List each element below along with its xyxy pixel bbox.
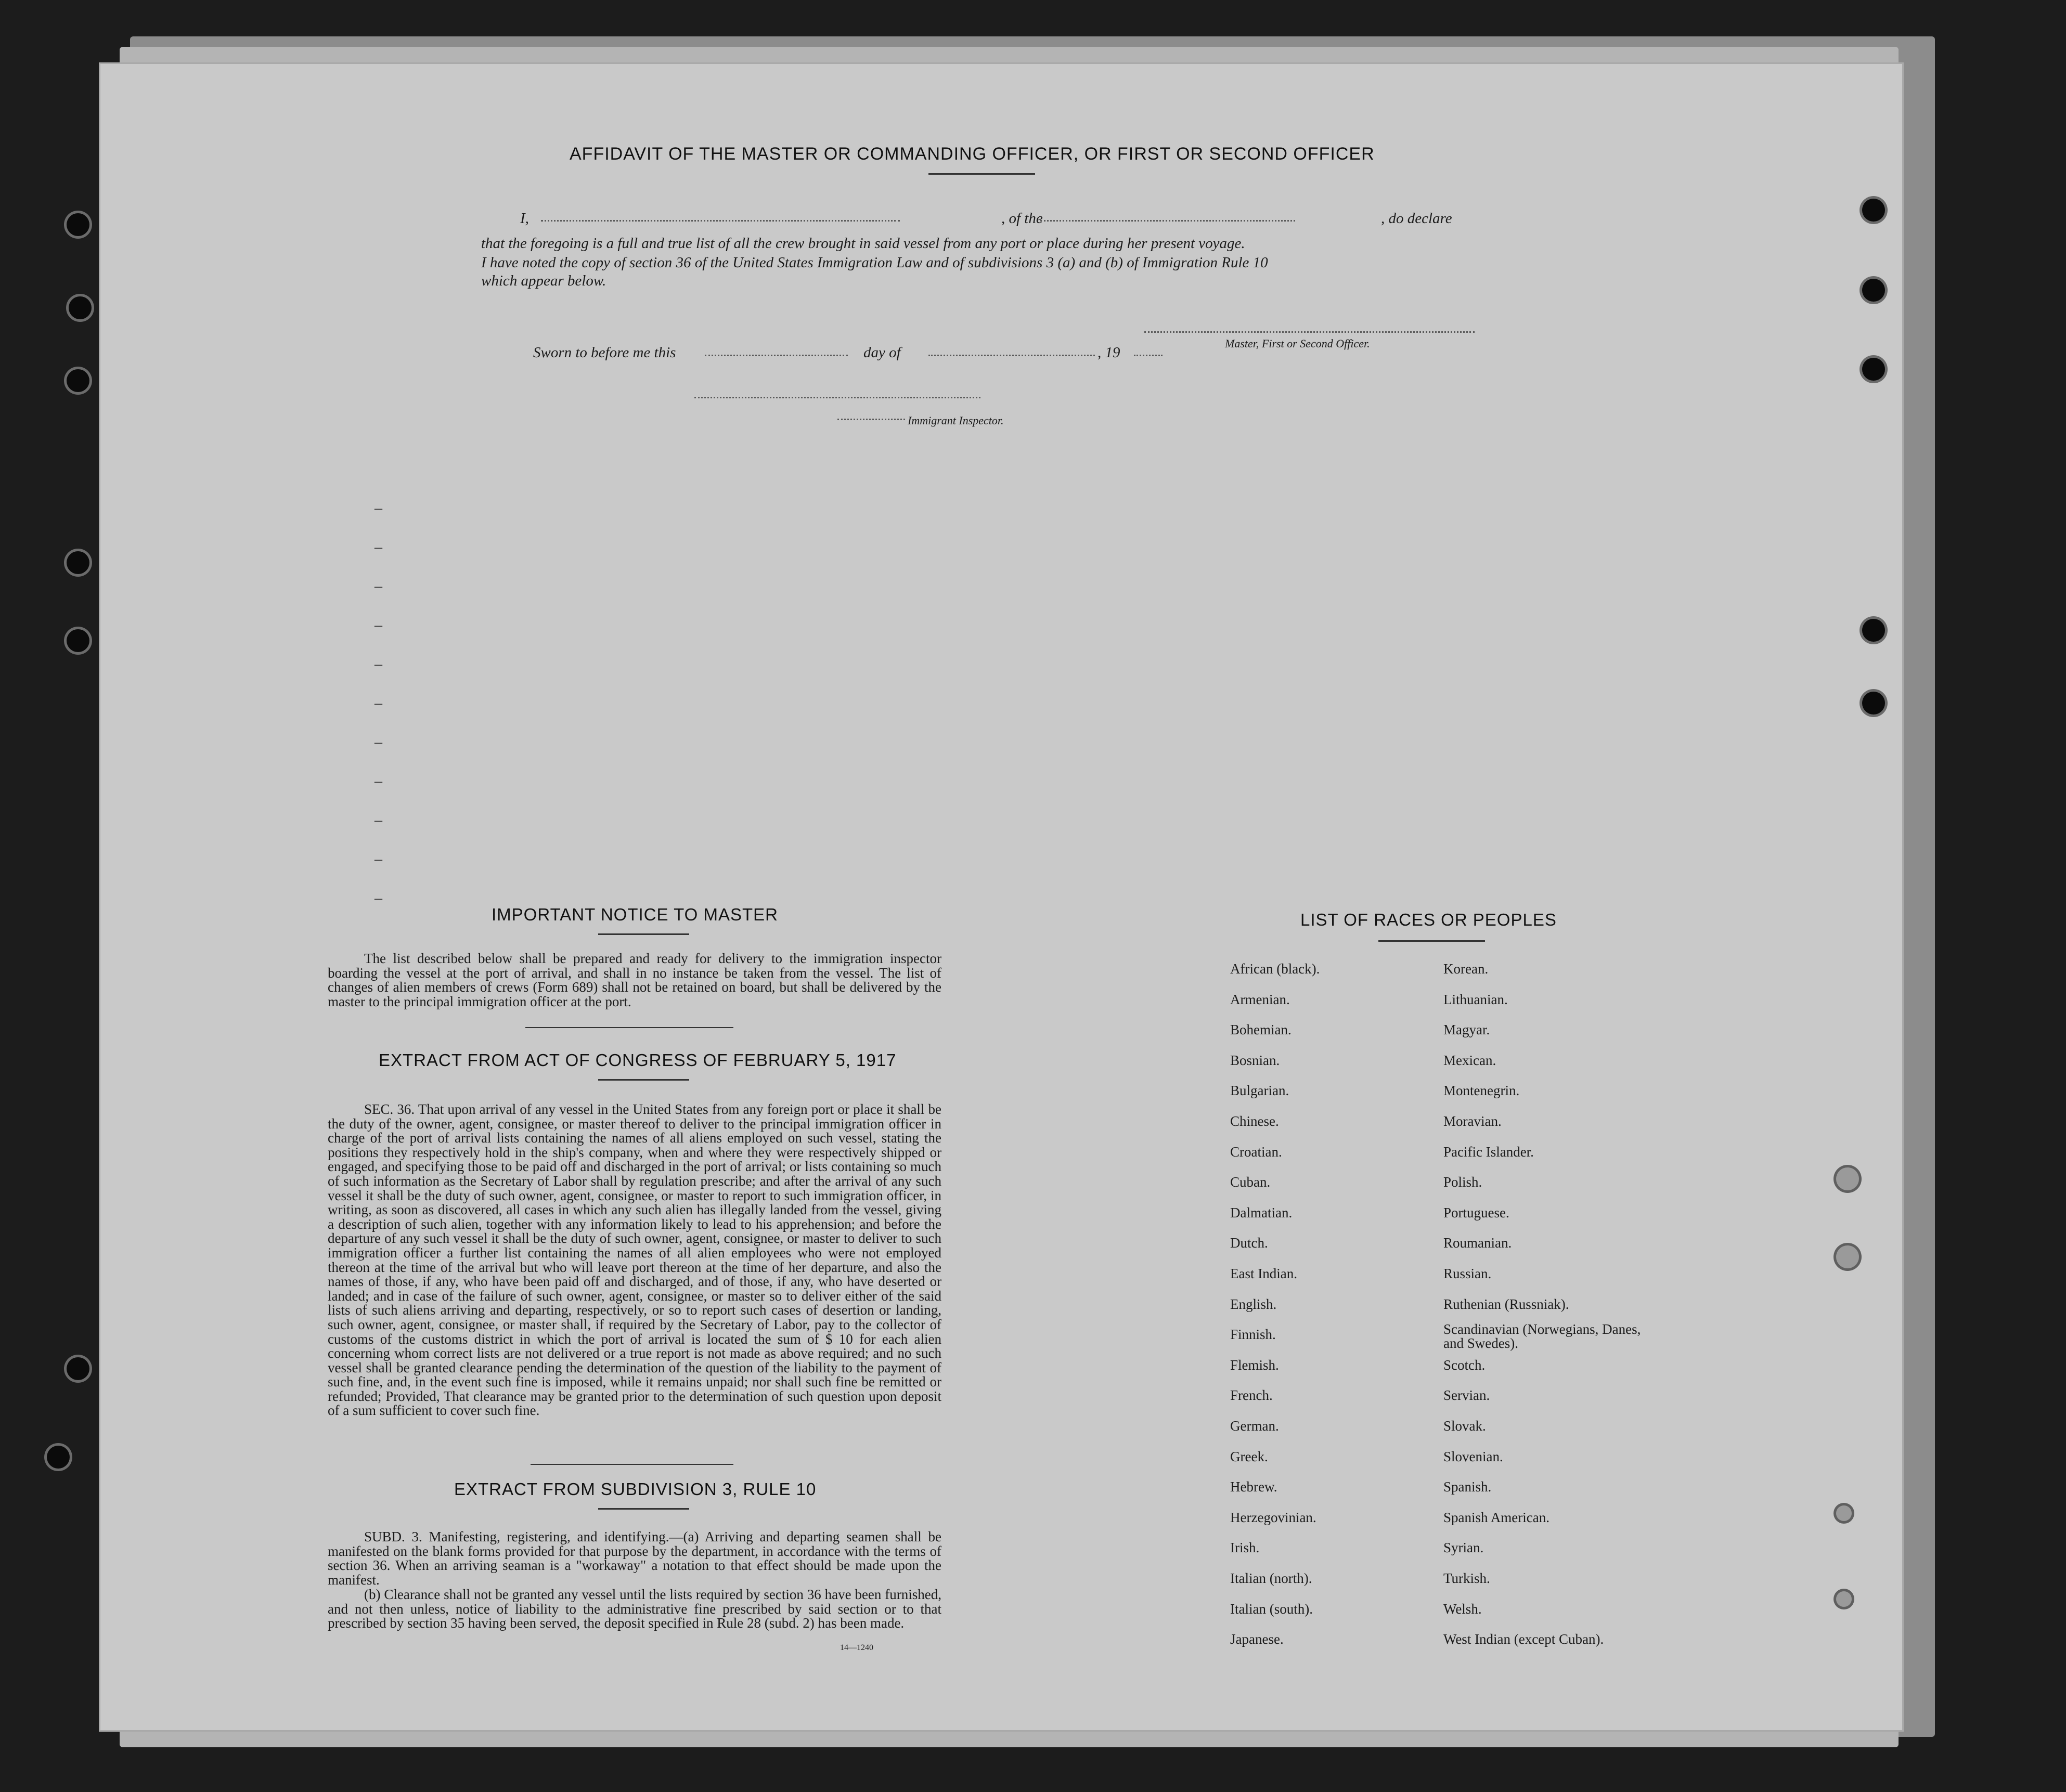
race-item: Italian (north).	[1230, 1570, 1312, 1586]
year-label: , 19	[1097, 344, 1120, 361]
margin-dash: –	[375, 850, 382, 867]
race-item: German.	[1230, 1418, 1279, 1434]
race-item: Mexican.	[1443, 1053, 1496, 1068]
race-item: Lithuanian.	[1443, 992, 1508, 1007]
race-item: Turkish.	[1443, 1570, 1490, 1586]
punch-hole	[67, 1357, 89, 1380]
sworn-month-blank[interactable]	[928, 355, 1095, 356]
punch-hole	[1836, 1245, 1859, 1268]
race-item: Irish.	[1230, 1540, 1260, 1555]
divider	[531, 1464, 733, 1465]
day-of-label: day of	[863, 344, 901, 361]
vessel-blank[interactable]	[1040, 220, 1295, 222]
race-item: Japanese.	[1230, 1631, 1284, 1647]
race-item: English.	[1230, 1296, 1277, 1312]
race-item: African (black).	[1230, 961, 1320, 977]
race-item: Korean.	[1443, 961, 1489, 977]
race-item: West Indian (except Cuban).	[1443, 1631, 1604, 1647]
sworn-day-blank[interactable]	[705, 355, 848, 356]
affidavit-title: AFFIDAVIT OF THE MASTER OR COMMANDING OFFICER, OR FIRST OR SECOND OFFICER	[570, 144, 1375, 164]
race-item: Spanish.	[1443, 1479, 1492, 1495]
race-item: Dutch.	[1230, 1235, 1268, 1251]
race-item: Montenegrin.	[1443, 1083, 1520, 1098]
punch-hole	[1862, 199, 1885, 222]
race-item: Slovak.	[1443, 1418, 1486, 1434]
margin-dash: –	[375, 811, 382, 828]
form-number: 14—1240	[840, 1643, 873, 1652]
race-item: Flemish.	[1230, 1357, 1279, 1373]
inspector-dotted-lead	[837, 419, 905, 420]
affidavit-of-the-label: , of the	[1001, 210, 1043, 227]
master-signature-blank[interactable]	[1144, 331, 1475, 333]
divider	[928, 173, 1035, 175]
affidavit-i-label: I,	[520, 210, 529, 227]
extract-act-body: SEC. 36. That upon arrival of any vessel in the United States from any foreign port or place it shall be the duty of the owner, agent, consignee, or master thereof to deliver to the principal immigration officer in charge of the port of arrival lists containing the names of all aliens employed on such vessel, stating the positions they respectively hold in the ship's company, when and where they were respectively shipped or engaged, and specifying those to be paid off and discharged in the port of arrival; or lists containing so much of such information as the Secretary of Labor shall by regulation prescribe; and after the arrival of any such vessel it shall be the duty of such owner, agent, consignee, or master to report to such immigration officer, in writing, as soon as discovered, all cases in which any such alien has illegally landed from the vessel, giving a description of such alien, together with any information likely to lead to his apprehension; and before the departure of any such vessel it shall be the duty of such owner, agent, consignee, or master to deliver to such immigration officer a further list containing the names of all alien employees who were not employed thereon at the time of the arrival but who will leave port thereon at the time of her departure, and also the names of those, if any, who have been paid off and discharged, and of those, if any, who have deserted or landed; and in case of the failure of such owner, agent, consignee, or master so to deliver either of the said lists of such aliens arriving and departing, respectively, or so to report such cases of desertion or landing, such owner, agent, consignee, or master shall, if required by the Secretary of Labor, pay to the collector of customs of the customs district in which the port of arrival is located the sum of $ 10 for each alien concerning whom correct lists are not delivered or a true report is not made as above required; and no such vessel shall be granted clearance pending the determination of the question of the liability to the payment of such fine, and, in the event such fine is imposed, while it remains unpaid; nor shall such fine be remitted or refunded; Provided, That clearance may be granted prior to the determination of such question upon deposit of a sum sufficient to cover such fine.	[328, 1101, 941, 1419]
punch-hole	[47, 1446, 70, 1469]
margin-dash: –	[375, 772, 382, 789]
punch-hole	[1862, 358, 1885, 381]
affidavit-line-3: I have noted the copy of section 36 of the United States Immigration Law and of subdivisions 3 (a) and (b) of Immigration Rule 10	[481, 254, 1268, 271]
divider	[1378, 940, 1485, 942]
divider	[598, 1079, 689, 1081]
margin-dash: –	[375, 655, 382, 672]
race-item: East Indian.	[1230, 1266, 1297, 1281]
races-title: LIST OF RACES OR PEOPLES	[1300, 910, 1557, 929]
inspector-caption: Immigrant Inspector.	[908, 414, 1004, 427]
punch-hole	[67, 369, 89, 392]
margin-dash: –	[375, 616, 382, 633]
document-page	[99, 62, 1904, 1732]
race-item: Ruthenian (Russniak).	[1443, 1296, 1569, 1312]
race-item: Slovenian.	[1443, 1449, 1503, 1464]
sworn-label: Sworn to before me this	[533, 344, 676, 361]
affidavit-do-declare: , do declare	[1381, 210, 1452, 227]
race-item: Hebrew.	[1230, 1479, 1277, 1495]
margin-dash: –	[375, 538, 382, 555]
race-item: Roumanian.	[1443, 1235, 1512, 1251]
name-blank[interactable]	[541, 220, 900, 222]
race-item: Polish.	[1443, 1174, 1482, 1190]
race-item: Spanish American.	[1443, 1510, 1550, 1525]
extract-rule-title: EXTRACT FROM SUBDIVISION 3, RULE 10	[454, 1479, 817, 1499]
race-item: Armenian.	[1230, 992, 1290, 1007]
punch-hole	[1836, 1505, 1852, 1521]
affidavit-declaration	[481, 234, 1480, 253]
margin-dash: –	[375, 499, 382, 516]
race-item: Russian.	[1443, 1266, 1492, 1281]
punch-hole	[67, 551, 89, 574]
punch-hole	[67, 629, 89, 652]
extract-rule-para-b: (b) Clearance shall not be granted any vessel until the lists required by section 36 have been furnished, and not then unless, notice of liability to the administrative fine prescribed by said section or to that prescribed by section 35 having been served, the deposit specified in Rule 28 (subd. 2) has been made.	[328, 1587, 941, 1631]
race-item: Servian.	[1443, 1387, 1490, 1403]
punch-hole	[1862, 279, 1885, 302]
extract-rule-para-a: SUBD. 3. Manifesting, registering, and identifying.—(a) Arriving and departing seamen shall be manifested on the blank forms provided for that purpose by the department, in accordance with the terms of section 36. When an arriving seaman is a "workaway" a notation to that effect should be made upon the manifest.	[328, 1529, 941, 1588]
race-item: Bohemian.	[1230, 1022, 1292, 1037]
race-item: Portuguese.	[1443, 1205, 1509, 1220]
race-item: Italian (south).	[1230, 1601, 1313, 1617]
inspector-signature-blank[interactable]	[694, 397, 980, 398]
notice-title: IMPORTANT NOTICE TO MASTER	[492, 905, 779, 924]
master-caption: Master, First or Second Officer.	[1225, 337, 1370, 350]
race-item: Greek.	[1230, 1449, 1268, 1464]
race-item: Croatian.	[1230, 1144, 1282, 1160]
divider	[598, 1508, 689, 1510]
punch-hole	[1862, 692, 1885, 715]
margin-dash: –	[375, 577, 382, 594]
punch-hole	[1862, 619, 1885, 642]
race-item: Welsh.	[1443, 1601, 1482, 1617]
race-item: Dalmatian.	[1230, 1205, 1293, 1220]
margin-dash: –	[375, 694, 382, 711]
race-item: French.	[1230, 1387, 1273, 1403]
sworn-year-blank[interactable]	[1134, 355, 1163, 356]
punch-hole	[1836, 1591, 1852, 1607]
punch-hole	[67, 213, 89, 236]
race-item: Cuban.	[1230, 1174, 1271, 1190]
race-item: Bosnian.	[1230, 1053, 1280, 1068]
affidavit-line-4: which appear below.	[481, 272, 606, 289]
race-item: Syrian.	[1443, 1540, 1484, 1555]
race-item: Scotch.	[1443, 1357, 1486, 1373]
race-item: Magyar.	[1443, 1022, 1490, 1037]
notice-body: The list described below shall be prepared and ready for delivery to the immigration inspector boarding the vessel at the port of arrival, and shall in no instance be taken from the vessel. The list of changes of alien members of crews (Form 689) shall not be retained on board, but shall be delivered by the master to the principal immigration officer at the port.	[328, 951, 941, 1009]
race-item: Scandinavian (Norwegians, Danes, and Swedes).	[1443, 1321, 1641, 1351]
race-item: Pacific Islander.	[1443, 1144, 1534, 1160]
race-item: Moravian.	[1443, 1113, 1502, 1129]
divider	[598, 933, 689, 935]
race-item: Finnish.	[1230, 1327, 1276, 1342]
race-item: Bulgarian.	[1230, 1083, 1289, 1098]
margin-dash: –	[375, 889, 382, 906]
race-item: Chinese.	[1230, 1113, 1279, 1129]
margin-dash: –	[375, 733, 382, 750]
punch-hole	[69, 296, 92, 319]
punch-hole	[1836, 1167, 1859, 1190]
divider	[525, 1027, 733, 1028]
affidavit-line-2: that the foregoing is a full and true list of all the crew brought in said vessel from any port or place during her present voyage.	[481, 235, 1245, 252]
race-item: Herzegovinian.	[1230, 1510, 1316, 1525]
extract-act-title: EXTRACT FROM ACT OF CONGRESS OF FEBRUARY 5, 1917	[379, 1050, 897, 1070]
